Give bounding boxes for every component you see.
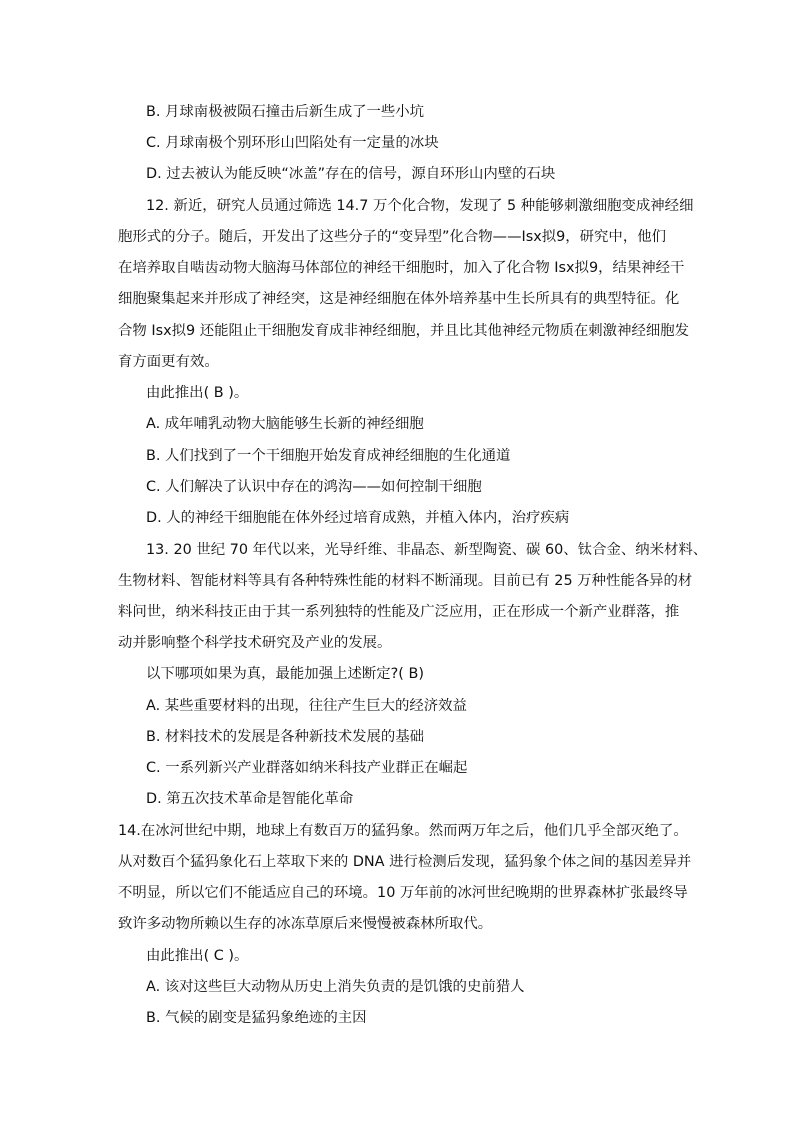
- q13-stem-line: 生物材料、智能材料等具有各种特殊性能的材料不断涌现。目前已有 25 万种性能各异的材: [118, 573, 693, 589]
- q12-stem-line: 12. 新近，研究人员通过筛选 14.7 万个化合物，发现了 5 种能够刺激细胞变成神经细: [146, 198, 694, 214]
- q12-stem-line: 细胞聚集起来并形成了神经突，这是神经细胞在体外培养基中生长所具有的典型特征。化: [118, 291, 680, 307]
- q14-option-b: B. 气候的剧变是猛犸象绝迹的主因: [146, 1010, 367, 1026]
- q13-option-b: B. 材料技术的发展是各种新技术发展的基础: [146, 729, 425, 745]
- q14-stem-line: 致许多动物所赖以生存的冰冻草原后来慢慢被森林所取代。: [118, 916, 493, 932]
- q12-stem-line: 合物 Isx拟9 还能阻止干细胞发育成非神经细胞，并且比其他神经元物质在刺激神经细胞发: [118, 323, 690, 339]
- q11-option-c: C. 月球南极个别环形山凹陷处有一定量的冰块: [146, 135, 439, 151]
- q11-option-b: B. 月球南极被陨石撞击后新生成了一些小坑: [146, 104, 425, 120]
- q14-stem-line: 不明显，所以它们不能适应自己的环境。10 万年前的冰河世纪晚期的世界森林扩张最终导: [118, 885, 688, 901]
- q12-option-b: B. 人们找到了一个干细胞开始发育成神经细胞的生化通道: [146, 448, 511, 464]
- q13-stem-line: 料问世，纳米科技正由于其一系列独特的性能及广泛应用，正在形成一个新产业群落，推: [118, 604, 680, 620]
- q14-stem-line: 从对数百个猛犸象化石上萃取下来的 DNA 进行检测后发现，猛犸象个体之间的基因差异并: [118, 854, 692, 870]
- q13-stem-line: 13. 20 世纪 70 年代以来，光导纤维、非晶态、新型陶瓷、碳 60、钛合金、纳米材料、: [146, 542, 708, 558]
- q12-stem-line: 胞形式的分子。随后，开发出了这些分子的“变异型”化合物——Isx拟9，研究中，他们: [118, 229, 666, 245]
- q14-prompt: 由此推出( C )。: [146, 948, 249, 964]
- q12-stem-line: 在培养取自啮齿动物大脑海马体部位的神经干细胞时，加入了化合物 Isx拟9，结果神经干: [118, 260, 685, 276]
- q12-option-a: A. 成年哺乳动物大脑能够生长新的神经细胞: [146, 416, 424, 432]
- q13-option-a: A. 某些重要材料的出现，往往产生巨大的经济效益: [146, 698, 467, 714]
- q13-prompt: 以下哪项如果为真，最能加强上述断定?( B): [146, 666, 424, 682]
- q13-option-c: C. 一系列新兴产业群落如纳米科技产业群正在崛起: [146, 760, 468, 776]
- q12-option-c: C. 人们解决了认识中存在的鸿沟——如何控制干细胞: [146, 479, 482, 495]
- q12-prompt: 由此推出( B )。: [146, 385, 249, 401]
- q12-stem-line: 育方面更有效。: [118, 354, 219, 370]
- q12-option-d: D. 人的神经干细胞能在体外经过培育成熟，并植入体内，治疗疾病: [146, 510, 570, 526]
- q13-option-d: D. 第五次技术革命是智能化革命: [146, 791, 354, 807]
- q14-option-a: A. 该对这些巨大动物从历史上消失负责的是饥饿的史前猎人: [146, 979, 525, 995]
- q14-stem-line: 14.在冰河世纪中期，地球上有数百万的猛犸象。然而两万年之后，他们几乎全部灭绝了。: [118, 823, 688, 839]
- q13-stem-line: 动并影响整个科学技术研究及产业的发展。: [118, 635, 392, 651]
- q11-option-d: D. 过去被认为能反映“冰盖”存在的信号，源自环形山内壁的石块: [146, 166, 556, 182]
